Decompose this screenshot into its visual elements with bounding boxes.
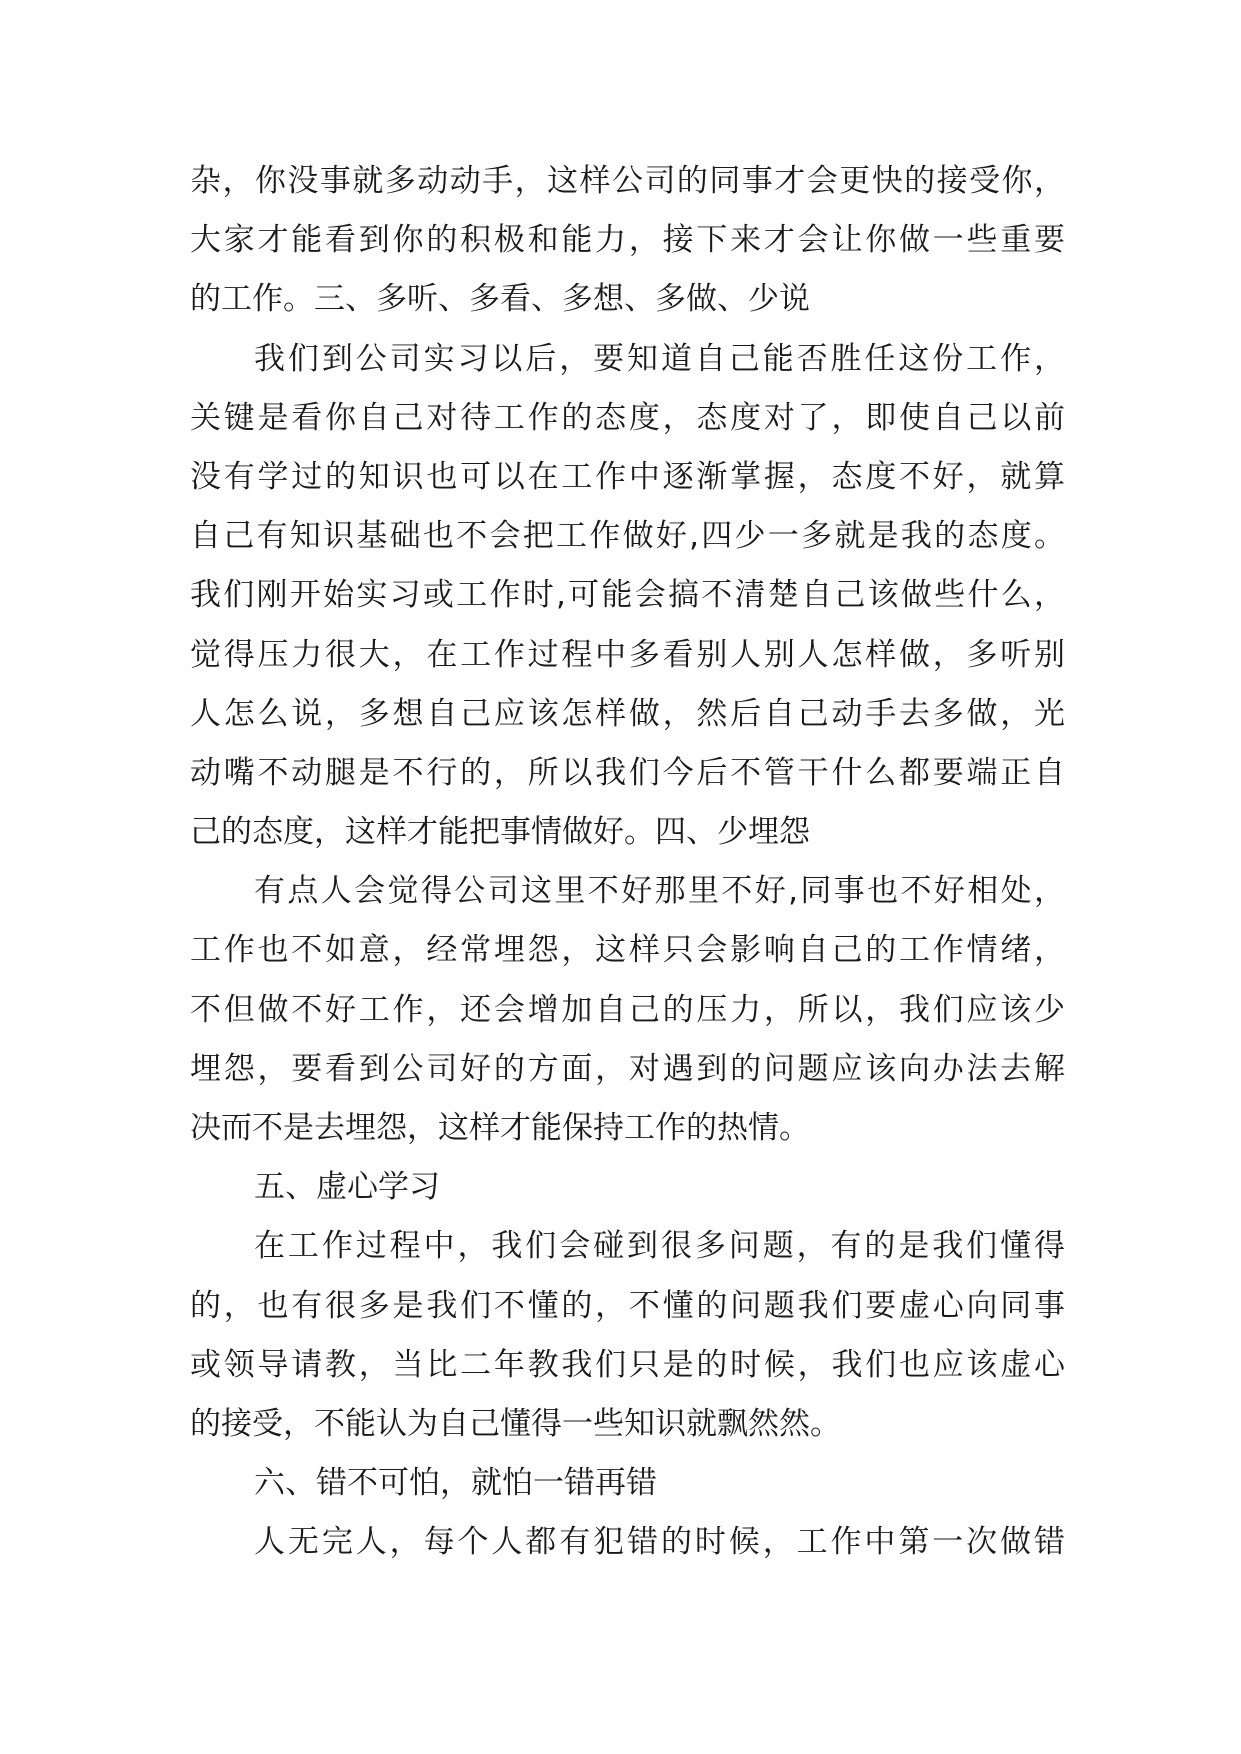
text-line: 或领导请教，当比二年教我们只是的时候，我们也应该虚心 (190, 1346, 1065, 1383)
text-line: 大家才能看到你的积极和能力，接下来才会让你做一些重要 (190, 222, 1065, 259)
text-line: 在工作过程中，我们会碰到很多问题，有的是我们懂得 (254, 1228, 1065, 1265)
text-line: 决而不是去埋怨，这样才能保持工作的热情。 (190, 1110, 810, 1146)
text-line: 埋怨，要看到公司好的方面，对遇到的问题应该向办法去解 (190, 1050, 1065, 1087)
text-line: 我们到公司实习以后，要知道自己能否胜任这份工作， (254, 340, 1065, 377)
text-line: 我们刚开始实习或工作时,可能会搞不清楚自己该做些什么， (190, 577, 1065, 614)
text-line: 不但做不好工作，还会增加自己的压力，所以，我们应该少 (190, 991, 1065, 1028)
body-text (190, 152, 1065, 1573)
text-line: 动嘴不动腿是不行的，所以我们今后不管干什么都要端正自 (190, 754, 1065, 791)
text-line: 工作也不如意，经常埋怨，这样只会影响自己的工作情绪， (190, 932, 1065, 969)
text-line: 的接受，不能认为自己懂得一些知识就飘然然。 (190, 1405, 841, 1442)
text-line: 杂，你没事就多动动手，这样公司的同事才会更快的接受你， (190, 163, 1065, 199)
text-line: 有点人会觉得公司这里不好那里不好,同事也不好相处， (254, 873, 1065, 910)
text-line: 己的态度，这样才能把事情做好。四、少埋怨 (190, 814, 810, 851)
text-line: 的工作。三、多听、多看、多想、多做、少说 (190, 281, 810, 318)
section-heading: 五、虚心学习 (254, 1169, 440, 1206)
text-line: 没有学过的知识也可以在工作中逐渐掌握，态度不好，就算 (190, 458, 1065, 495)
text-line: 人怎么说，多想自己应该怎样做，然后自己动手去多做，光 (190, 695, 1065, 732)
section-heading: 六、错不可怕，就怕一错再错 (254, 1465, 657, 1502)
text-line: 自己有知识基础也不会把工作做好,四少一多就是我的态度。 (190, 518, 1065, 555)
text-line: 人无完人，每个人都有犯错的时候，工作中第一次做错 (254, 1524, 1065, 1561)
text-line: 的，也有很多是我们不懂的，不懂的问题我们要虚心向同事 (190, 1287, 1065, 1324)
text-line: 觉得压力很大，在工作过程中多看别人别人怎样做，多听别 (190, 636, 1065, 673)
text-line: 关键是看你自己对待工作的态度，态度对了，即使自己以前 (190, 399, 1065, 436)
